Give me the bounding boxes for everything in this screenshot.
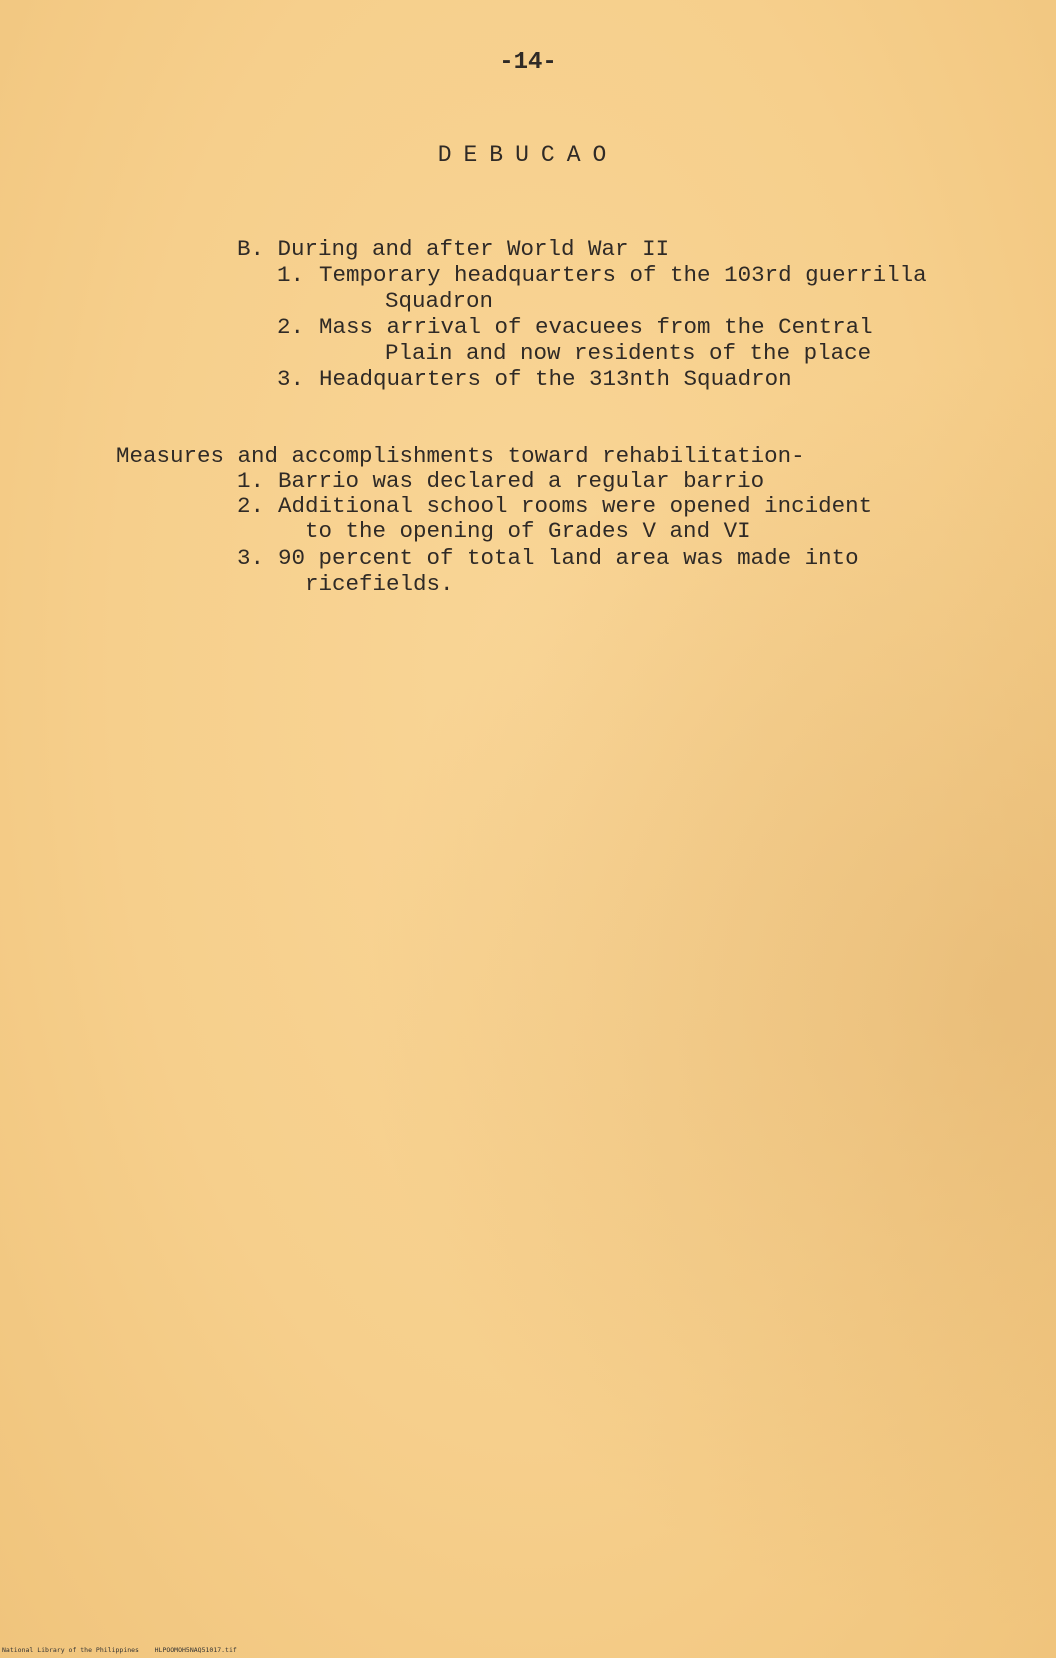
section-b-item-1-continuation: Squadron (385, 288, 494, 314)
section-b-item-1-text: Temporary headquarters of the 103rd guerrilla (319, 262, 927, 288)
page-number: -14- (499, 49, 557, 76)
section-b-heading: B. During and after World War II (237, 236, 670, 262)
section-b-item-2-text: Mass arrival of evacuees from the Central (319, 314, 873, 340)
section-b-item-2-continuation: Plain and now residents of the place (385, 340, 872, 366)
measures-item-2-number: 2. (237, 493, 265, 519)
section-b-item-3-number: 3. (277, 366, 305, 392)
measures-item-3-text: 90 percent of total land area was made into (278, 545, 859, 571)
section-b-item-3-text: Headquarters of the 313nth Squadron (319, 366, 792, 392)
archive-footer: National Library of the Philippines HLPOOMOH5NAQ51017.tif (2, 1646, 237, 1654)
measures-item-3-continuation: ricefields. (305, 571, 454, 597)
measures-item-3-number: 3. (237, 545, 265, 571)
measures-item-2-continuation: to the opening of Grades V and VI (305, 518, 751, 544)
measures-item-1-text: Barrio was declared a regular barrio (278, 468, 765, 494)
section-b-item-1-number: 1. (277, 262, 305, 288)
measures-item-2-text: Additional school rooms were opened incident (278, 493, 873, 519)
measures-heading: Measures and accomplishments toward rehabilitation- (116, 443, 805, 469)
document-title: DEBUCAO (437, 142, 619, 168)
measures-item-1-number: 1. (237, 468, 265, 494)
section-b-item-2-number: 2. (277, 314, 305, 340)
